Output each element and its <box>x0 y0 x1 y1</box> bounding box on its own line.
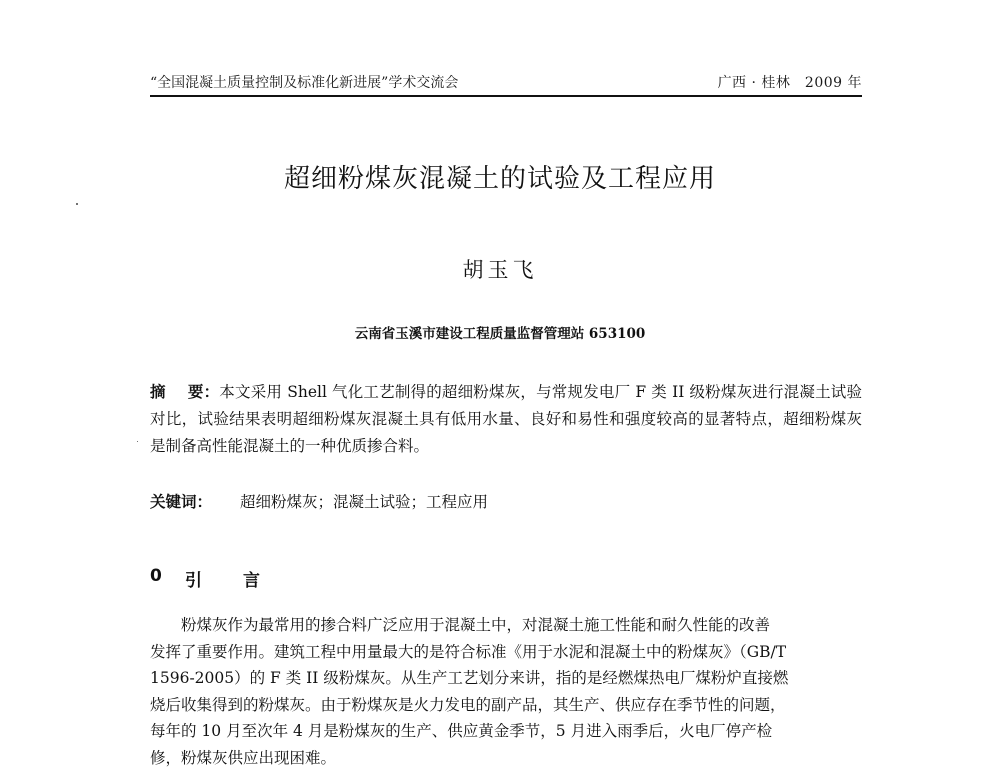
abstract-label: 摘 要： <box>150 382 219 401</box>
body-line: 修，粉煤灰供应出现困难。 <box>150 745 862 771</box>
paper-title: 超细粉煤灰混凝土的试验及工程应用 <box>0 158 1000 195</box>
keywords-label: 关键词： <box>150 490 240 512</box>
abstract-text: 本文采用 Shell 气化工艺制得的超细粉煤灰，与常规发电厂 F 类 II 级粉煤灰进行混凝土试验对比，试验结果表明超细粉煤灰混凝土具有低用水量、良好和易性和强度较高的显著特点，超细粉煤灰是制备高性能混凝土的一种优质掺合料。 <box>150 383 862 455</box>
keywords <box>150 490 862 512</box>
section-number: 0 <box>150 566 185 591</box>
section-heading-introduction <box>150 566 260 591</box>
body-line: 1596-2005）的 F 类 II 级粉煤灰。从生产工艺划分来讲，指的是经燃煤热电厂煤粉炉直接燃 <box>150 665 862 692</box>
body-line: 发挥了重要作用。建筑工程中用量最大的是符合标准《用于水泥和混凝土中的粉煤灰》（GB/T <box>150 639 862 666</box>
body-line: 烧后收集得到的粉煤灰。由于粉煤灰是火力发电的副产品，其生产、供应存在季节性的问题， <box>150 692 862 719</box>
introduction-body <box>150 612 862 771</box>
author-affiliation: 云南省玉溪市建设工程质量监督管理站 653100 <box>0 322 1000 342</box>
scan-speck <box>76 203 78 205</box>
scan-speck <box>137 441 138 442</box>
running-header <box>150 70 862 92</box>
venue-year: 广西 · 桂林 2009 年 <box>718 72 862 92</box>
section-title-char: 引 <box>185 566 243 591</box>
section-title-char: 言 <box>243 566 260 591</box>
body-line: 每年的 10 月至次年 4 月是粉煤灰的生产、供应黄金季节，5 月进入雨季后，火电厂停产检 <box>150 718 862 745</box>
header-rule <box>150 95 862 97</box>
author-name: 胡玉飞 <box>0 254 1000 284</box>
conference-name: “全国混凝土质量控制及标准化新进展”学术交流会 <box>150 72 458 92</box>
body-line: 粉煤灰作为最常用的掺合料广泛应用于混凝土中，对混凝土施工性能和耐久性能的改善 <box>150 612 862 639</box>
abstract <box>150 378 862 460</box>
keywords-text: 超细粉煤灰；混凝土试验；工程应用 <box>240 493 488 511</box>
